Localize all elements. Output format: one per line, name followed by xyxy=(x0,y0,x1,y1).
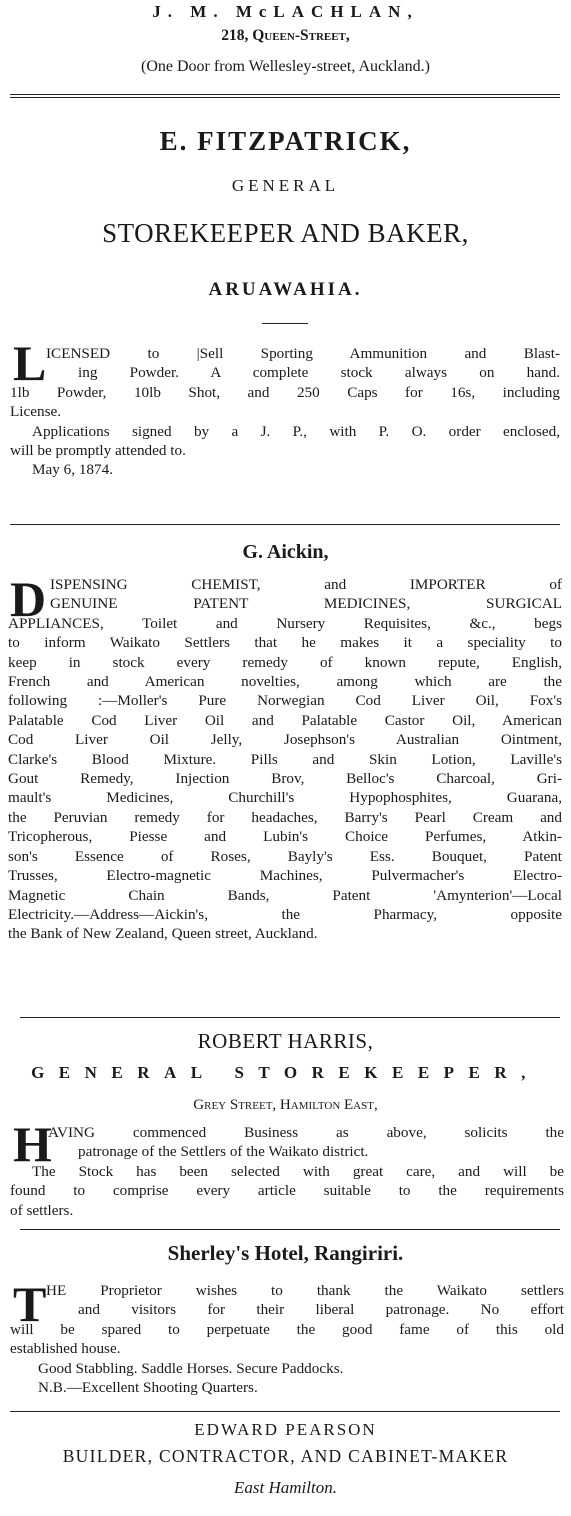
drop-cap: L xyxy=(13,335,47,391)
body-line: HE Proprietor wishes to thank the Waikato settlers xyxy=(46,1282,564,1299)
body-line: established house. xyxy=(10,1340,121,1358)
body-line: ing Powder. A complete stock always on hand. xyxy=(78,364,560,382)
body-line: son's Essence of Roses, Bayly's Ess. Bouquet, Patent xyxy=(8,847,562,865)
body-line: Cod Liver Oil Jelly, Josephson's Australian Ointment, xyxy=(8,731,562,749)
body-line: AVING commenced Business as above, solicits the xyxy=(48,1124,564,1141)
body-line: ICENSED to |Sell Sporting Ammunition and Blast- xyxy=(46,345,560,362)
pearson-name: EDWARD PEARSON xyxy=(194,1420,377,1439)
body-line: and visitors for their liberal patronage. No effort xyxy=(78,1301,564,1319)
body-line: will be promptly attended to. xyxy=(10,442,186,460)
body-line: Electricity.—Address—Aickin's, the Pharmacy, opposite xyxy=(8,905,562,923)
divider xyxy=(10,524,560,525)
body-line: following :—Moller's Pure Norwegian Cod Liver Oil, Fox's xyxy=(8,692,562,710)
body-line: to inform Waikato Settlers that he makes it a speciality to xyxy=(8,634,562,652)
body-line: License. xyxy=(10,403,62,421)
body-line: Applications signed by a J. P., with P. O. order enclosed, xyxy=(32,422,560,440)
harris-trade: GENERAL STOREKEEPER, xyxy=(31,1063,540,1082)
body-line: Good Stabbling. Saddle Horses. Secure Paddocks. xyxy=(38,1359,344,1377)
sherley-body xyxy=(10,1276,564,1397)
body-line: 1lb Powder, 10lb Shot, and 250 Caps for 16s, including xyxy=(10,383,560,401)
drop-cap: T xyxy=(13,1276,47,1332)
fitzpatrick-name: E. FITZPATRICK, xyxy=(159,126,412,156)
body-line: will be spared to perpetuate the good fame of this old xyxy=(10,1320,564,1338)
harris-body xyxy=(10,1123,564,1220)
fitzpatrick-trade: STOREKEEPER AND BAKER, xyxy=(102,218,469,248)
body-line: found to comprise every article suitable to the requirements xyxy=(10,1182,564,1200)
harris-address: Grey Street, Hamilton East, xyxy=(193,1097,378,1113)
body-line: Trusses, Electro-magnetic Machines, Pulvermacher's Electro- xyxy=(8,867,562,885)
divider xyxy=(10,94,560,95)
body-line: the Peruvian remedy for headaches, Barry's Pearl Cream and xyxy=(8,808,562,826)
drop-cap: D xyxy=(10,571,47,627)
body-line: The Stock has been selected with great care, and will be xyxy=(32,1162,564,1180)
body-line: APPLIANCES, Toilet and Nursery Requisites, &c., begs xyxy=(8,614,562,632)
pearson-place: East Hamilton. xyxy=(234,1478,337,1497)
harris-name: ROBERT HARRIS, xyxy=(197,1029,374,1053)
divider xyxy=(10,97,560,98)
mclachlan-note: (One Door from Wellesley-street, Auckland.) xyxy=(141,58,430,75)
body-line: May 6, 1874. xyxy=(32,461,113,479)
body-line: French and American novelties, among which are the xyxy=(8,673,562,691)
divider xyxy=(20,1229,560,1230)
body-line: Palatable Cod Liver Oil and Palatable Castor Oil, American xyxy=(8,711,562,729)
body-line: of settlers. xyxy=(10,1201,74,1219)
divider xyxy=(20,1017,560,1018)
divider xyxy=(10,1411,560,1412)
fitzpatrick-place: ARUAWAHIA. xyxy=(208,279,363,300)
fitzpatrick-general: GENERAL xyxy=(231,176,340,195)
body-line: ISPENSING CHEMIST, and IMPORTER of xyxy=(50,576,562,593)
drop-cap: H xyxy=(13,1116,52,1172)
pearson-trade: BUILDER, CONTRACTOR, AND CABINET-MAKER xyxy=(62,1446,509,1466)
body-line: Clarke's Blood Mixture. Pills and Skin Lotion, Laville's xyxy=(8,750,562,768)
aickin-name: G. Aickin, xyxy=(242,541,329,563)
short-rule xyxy=(262,323,308,324)
body-line: patronage of the Settlers of the Waikato district. xyxy=(78,1143,369,1161)
fitzpatrick-body xyxy=(10,344,560,480)
body-line: keep in stock every remedy of known repute, English, xyxy=(8,653,562,671)
sherley-name: Sherley's Hotel, Rangiriri. xyxy=(167,1241,404,1265)
body-line: Tricopherous, Piesse and Lubin's Choice Perfumes, Atkin- xyxy=(8,828,562,846)
aickin-body xyxy=(8,571,562,944)
mclachlan-address: 218, Queen-Street, xyxy=(221,27,350,44)
mclachlan-name: J. M. McLACHLAN, xyxy=(152,2,419,21)
body-line: Magnetic Chain Bands, Patent 'Amynterion'—Local xyxy=(8,886,562,904)
body-line: N.B.—Excellent Shooting Quarters. xyxy=(38,1379,258,1397)
body-line: mault's Medicines, Churchill's Hypophosphites, Guarana, xyxy=(8,789,562,807)
body-line: GENUINE PATENT MEDICINES, SURGICAL xyxy=(50,595,562,613)
body-line: the Bank of New Zealand, Queen street, Auckland. xyxy=(8,925,318,943)
body-line: Gout Remedy, Injection Brov, Belloc's Charcoal, Gri- xyxy=(8,770,562,788)
